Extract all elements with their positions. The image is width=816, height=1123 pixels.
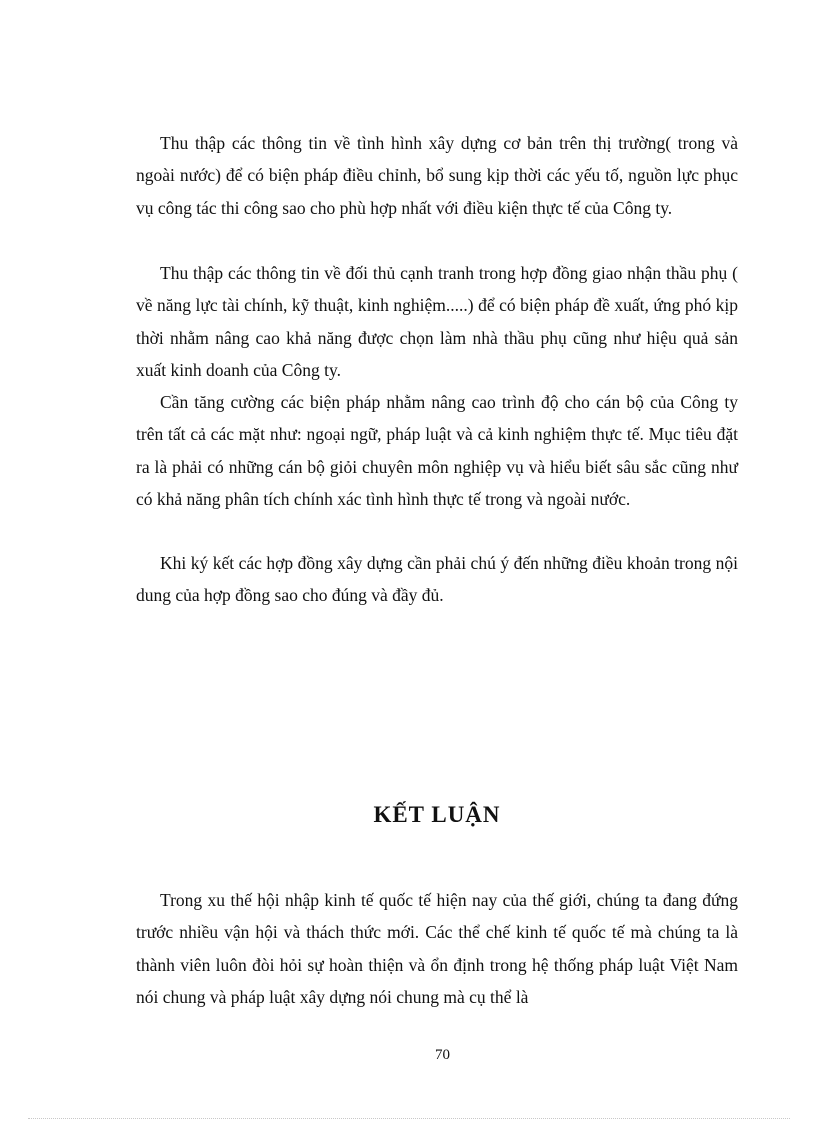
body-paragraph: Thu thập các thông tin về đối thủ cạnh tranh trong hợp đồng giao nhận thầu phụ ( về năng lực tài chính, kỹ thuật, kinh nghiệm.....) để có biện pháp đề xuất, ứng phó kịp thời nhằm nâng cao khả năng được chọn làm nhà thầu phụ cũng như hiệu quả sản xuất kinh doanh của Công ty. <box>136 263 738 380</box>
body-paragraph: Cần tăng cường các biện pháp nhằm nâng cao trình độ cho cán bộ của Công ty trên tất cả các mặt như: ngoại ngữ, pháp luật và cả kinh nghiệm thực tế. Mục tiêu đặt ra là phải có những cán bộ giỏi chuyên môn nghiệp vụ và hiểu biết sâu sắc cũng như có khả năng phân tích chính xác tình hình thực tế trong và ngoài nước. <box>136 392 738 509</box>
conclusion-paragraph: Trong xu thế hội nhập kinh tế quốc tế hiện nay của thế giới, chúng ta đang đứng trước nhiều vận hội và thách thức mới. Các thể chế kinh tế quốc tế mà chúng ta là thành viên luôn đòi hỏi sự hoàn thiện và ổn định trong hệ thống pháp luật Việt Nam nói chung và pháp luật xây dựng nói chung mà cụ thể là <box>136 890 738 1007</box>
page-number: 70 <box>435 1047 450 1063</box>
page-bottom-rule <box>28 1118 790 1119</box>
body-paragraph: Thu thập các thông tin về tình hình xây dựng cơ bản trên thị trường( trong và ngoài nước) để có biện pháp điều chỉnh, bổ sung kịp thời các yếu tố, nguồn lực phục vụ công tác thi công sao cho phù hợp nhất với điều kiện thực tế của Công ty. <box>136 133 738 218</box>
body-paragraph: Khi ký kết các hợp đồng xây dựng cần phải chú ý đến những điều khoản trong nội dung của hợp đồng sao cho đúng và đầy đủ. <box>136 553 738 606</box>
section-heading: KẾT LUẬN <box>373 802 501 827</box>
